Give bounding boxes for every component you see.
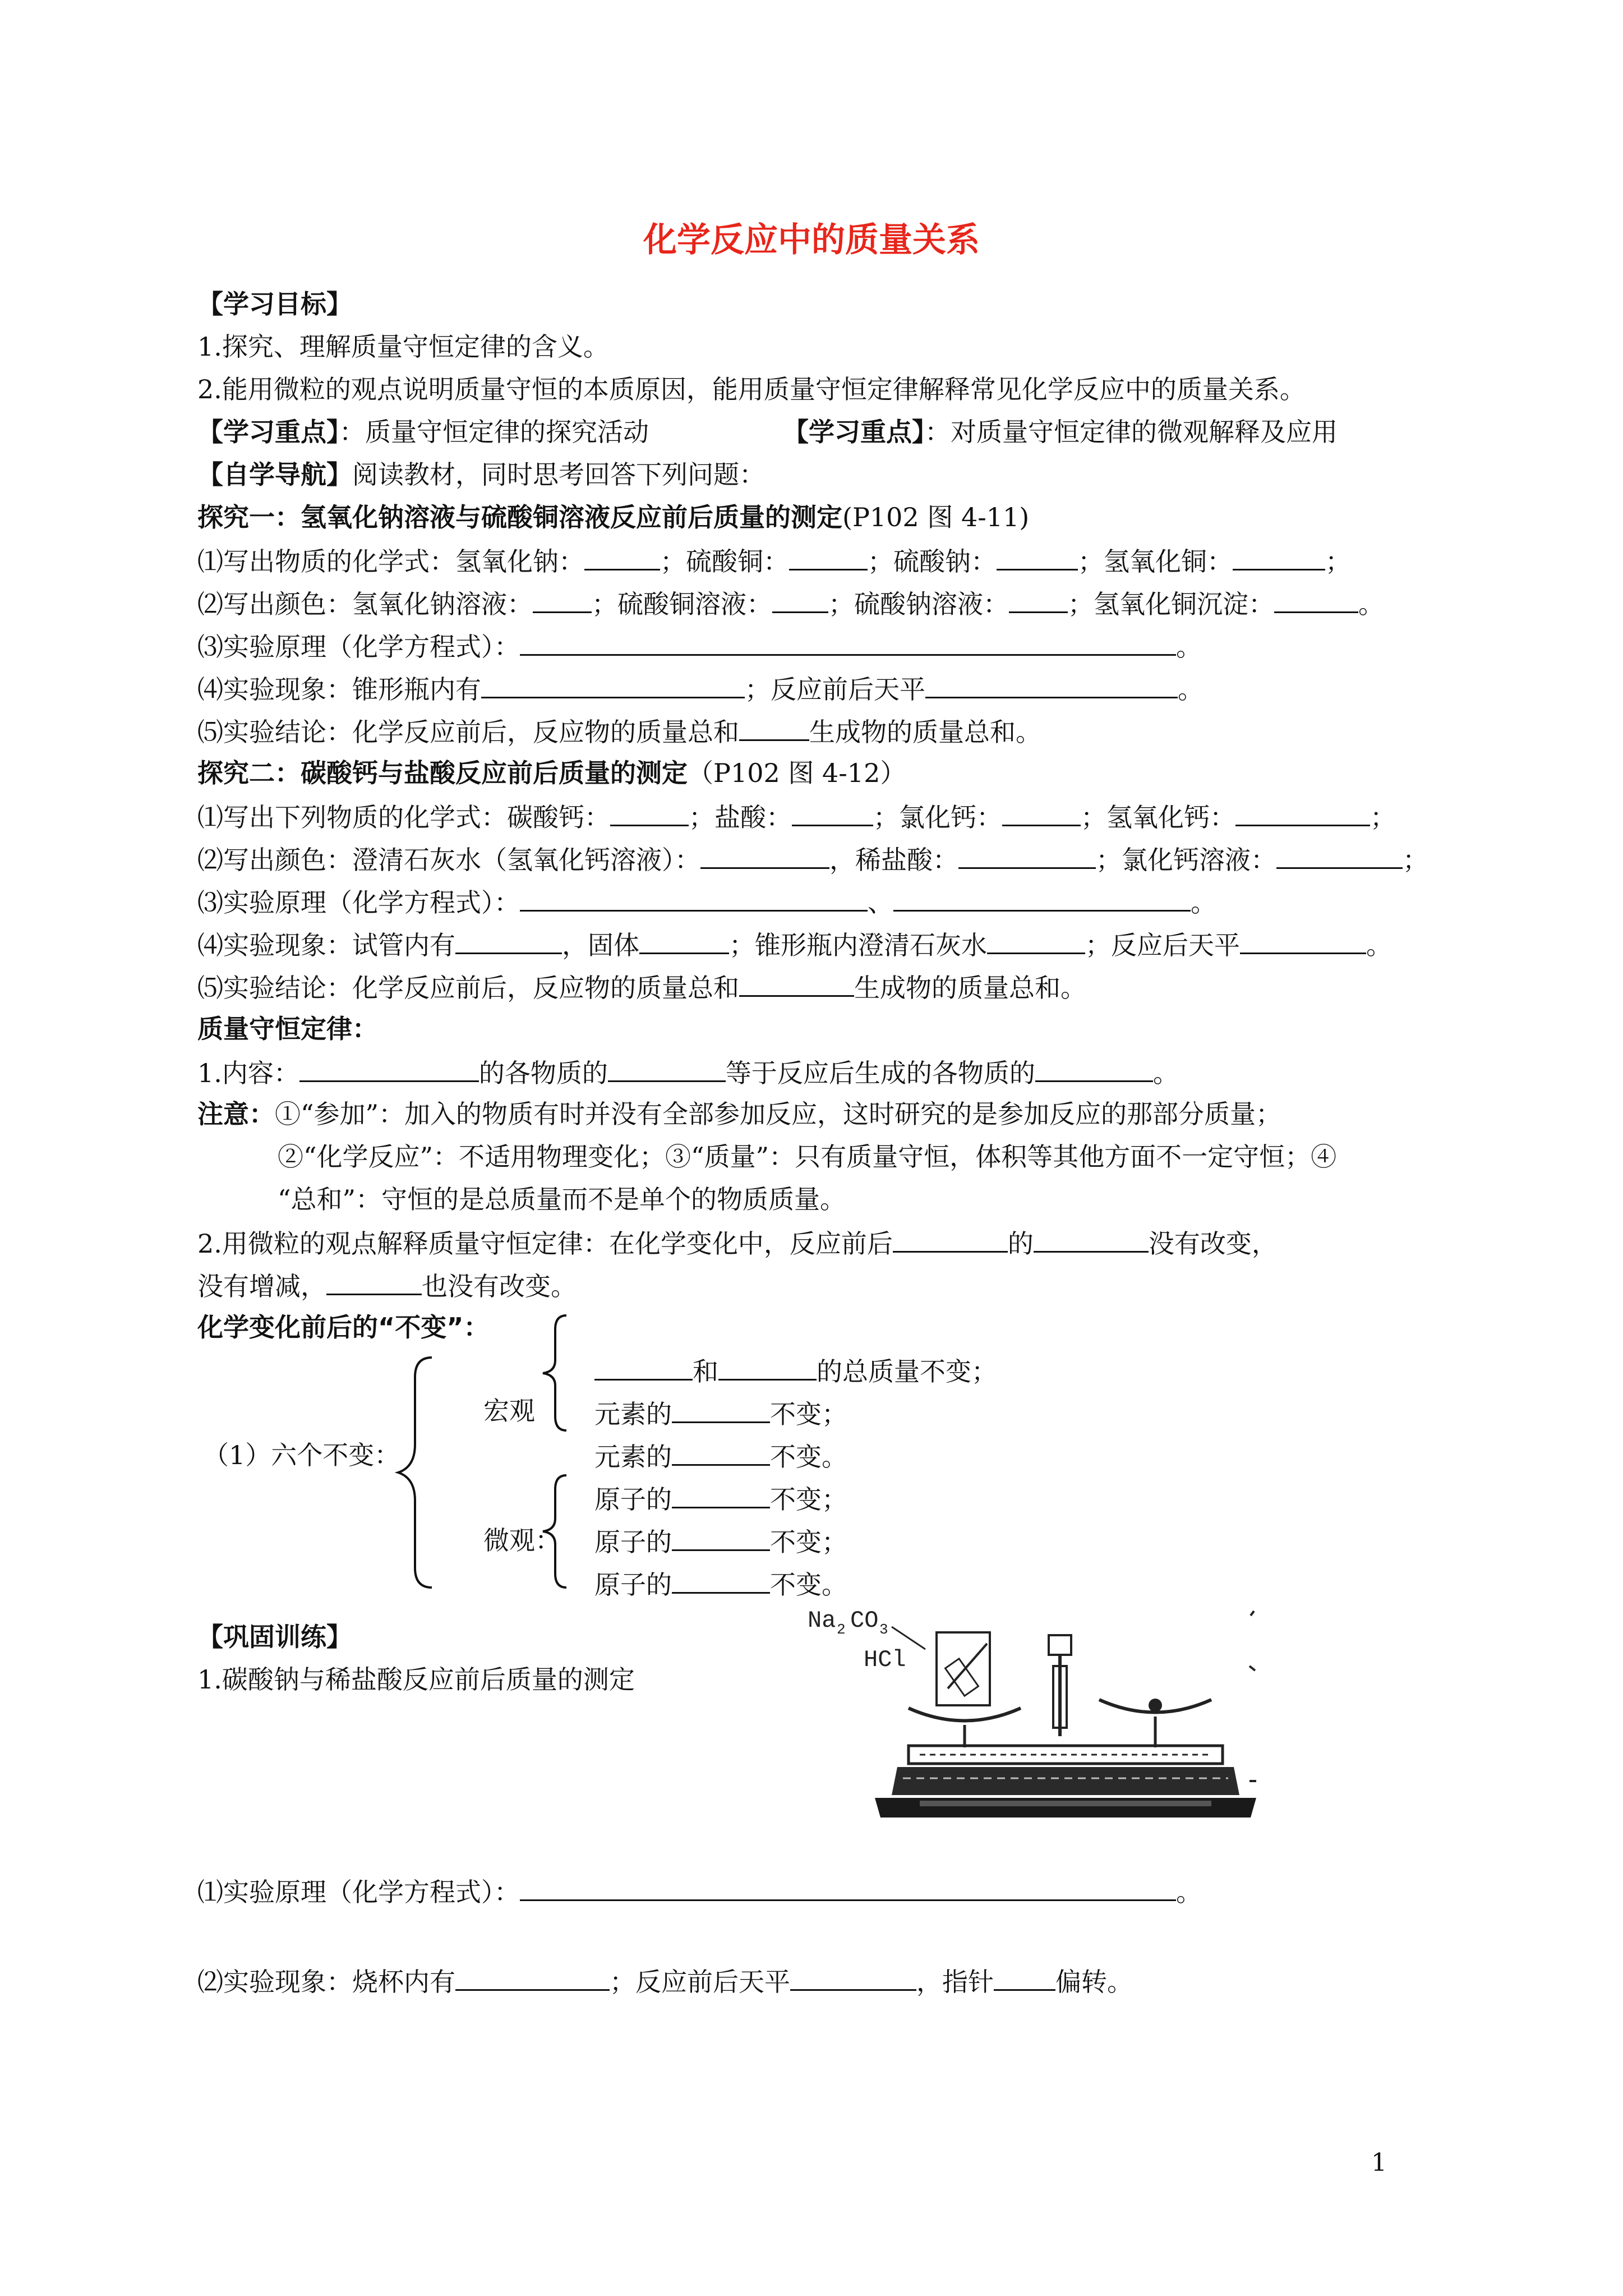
- note-label: 注意：: [197, 1099, 275, 1129]
- q-text: ⑵写出颜色：氢氧化钠溶液：: [197, 589, 533, 619]
- q-text: 没有增减，: [197, 1271, 326, 1301]
- q-text: 不变。: [770, 1570, 847, 1600]
- guide-text: 阅读教材，同时思考回答下列问题：: [352, 459, 765, 490]
- answer-blank[interactable]: [610, 799, 689, 826]
- answer-blank[interactable]: [639, 927, 729, 954]
- q-text: 原子的: [594, 1484, 672, 1515]
- q-text: ；反应前后天平: [610, 1967, 790, 1997]
- focus-label-1: 【学习重点】: [197, 417, 339, 447]
- answer-blank[interactable]: [997, 543, 1078, 570]
- answer-blank[interactable]: [1002, 799, 1081, 826]
- q-text: ；氯化钙溶液：: [1096, 845, 1276, 875]
- q-text: 1.内容：: [197, 1058, 299, 1088]
- answer-blank[interactable]: [1235, 799, 1370, 826]
- answer-blank[interactable]: [672, 1396, 770, 1423]
- q-text: ⑷实验现象：试管内有: [197, 930, 455, 960]
- focus-text-2: ：对质量守恒定律的微观解释及应用: [925, 417, 1338, 447]
- micro-item-2: [594, 1524, 847, 1559]
- note-text: ①“参加”：加入的物质有时并没有全部参加反应，这时研究的是参加反应的那部分质量；: [275, 1099, 1282, 1129]
- explore2-q3: [197, 884, 1216, 919]
- answer-blank[interactable]: [299, 1055, 479, 1082]
- explore2-heading-line: [197, 756, 906, 790]
- law-micro-1: [197, 1225, 1278, 1260]
- q-text: ⑷实验现象：锥形瓶内有: [197, 674, 481, 705]
- q-text: ⑶实验原理（化学方程式）：: [197, 632, 520, 662]
- answer-blank[interactable]: [326, 1268, 422, 1295]
- answer-blank[interactable]: [520, 1874, 1176, 1901]
- q-text: ；: [1403, 845, 1428, 875]
- macro-brace: [538, 1313, 572, 1433]
- explore1-heading-line: [197, 500, 1029, 534]
- macro-item-2: [594, 1396, 847, 1431]
- answer-blank[interactable]: [672, 1566, 770, 1594]
- q-text: ；硫酸钠溶液：: [828, 589, 1009, 619]
- q-text: 偏转。: [1055, 1967, 1133, 1997]
- q-text: 等于反应后生成的各物质的: [725, 1058, 1035, 1088]
- answer-blank[interactable]: [481, 671, 745, 698]
- fig-label-hcl: HCl: [864, 1646, 906, 1673]
- q-text: ；盐酸：: [689, 802, 792, 832]
- q-text: 元素的: [594, 1442, 672, 1472]
- answer-blank[interactable]: [893, 884, 1191, 912]
- explore2-q1: [197, 799, 1396, 834]
- answer-blank[interactable]: [608, 1055, 726, 1082]
- focus-line-2: [783, 415, 1338, 449]
- micro-brace: [538, 1473, 572, 1590]
- answer-blank[interactable]: [893, 1225, 1008, 1253]
- q-text: 不变；: [770, 1399, 847, 1429]
- q-text: 。: [1152, 1058, 1179, 1088]
- answer-blank[interactable]: [1009, 586, 1068, 613]
- macro-item-3: [594, 1438, 847, 1474]
- explore2-ref: （P102 图 4-12）: [688, 758, 906, 788]
- answer-blank[interactable]: [533, 586, 592, 613]
- q-text: 和: [693, 1356, 718, 1387]
- q-text: 不变；: [770, 1484, 847, 1515]
- q-text: 的各物质的: [478, 1058, 608, 1088]
- answer-blank[interactable]: [520, 884, 868, 912]
- focus-text-1: ：质量守恒定律的探究活动: [339, 417, 649, 447]
- page-title: 化学反应中的质量关系: [643, 220, 980, 260]
- q-text: 元素的: [594, 1399, 672, 1429]
- q-text: 。: [1191, 887, 1216, 918]
- q-text: 的: [1007, 1228, 1034, 1259]
- six-invariants-label: （1）六个不变：: [203, 1440, 400, 1470]
- answer-blank[interactable]: [672, 1481, 770, 1508]
- explore1-heading: 探究一：氢氧化钠溶液与硫酸铜溶液反应前后质量的测定: [197, 502, 842, 532]
- q-text: ；: [1325, 546, 1351, 577]
- law-micro-2: [197, 1268, 577, 1303]
- answer-blank[interactable]: [790, 1963, 916, 1991]
- q-text: ，指针: [916, 1967, 994, 1997]
- invariant-heading: 化学变化前后的“不变”：: [197, 1312, 490, 1342]
- answer-blank[interactable]: [594, 1353, 693, 1381]
- explore2-q5: [197, 969, 1086, 1005]
- law-heading: 质量守恒定律：: [197, 1014, 378, 1044]
- guide-label: 【自学导航】: [197, 459, 352, 490]
- answer-blank[interactable]: [1034, 1225, 1149, 1253]
- q-text: ⑵写出颜色：澄清石灰水（氢氧化钙溶液）：: [197, 845, 700, 875]
- q-text: ，稀盐酸：: [829, 845, 958, 875]
- law-note-3: “总和”：守恒的是总质量而不是单个的物质质量。: [278, 1184, 846, 1214]
- q-text: 2.用微粒的观点解释质量守恒定律：在化学变化中，反应前后: [197, 1228, 893, 1259]
- q-text: 。: [1358, 589, 1384, 619]
- law-note-2: ②“化学反应”：不适用物理变化；③“质量”：只有质量守恒，体积等其他方面不一定守恒；④: [278, 1142, 1337, 1172]
- q-text: ⑵实验现象：烧杯内有: [197, 1967, 455, 1997]
- fig-label-na: Na: [808, 1607, 836, 1634]
- answer-blank[interactable]: [1276, 841, 1403, 869]
- q-text: 不变。: [770, 1442, 847, 1472]
- answer-blank[interactable]: [1233, 543, 1325, 570]
- q-text: ⑶实验原理（化学方程式）：: [197, 887, 520, 918]
- explore1-q5: [197, 714, 1041, 749]
- explore2-q2: [197, 841, 1428, 877]
- q-text: ；: [1370, 802, 1396, 832]
- explore1-q2: [197, 586, 1384, 621]
- answer-blank[interactable]: [789, 543, 868, 570]
- law-note-1: [197, 1097, 1281, 1131]
- answer-blank[interactable]: [672, 1524, 770, 1551]
- answer-blank[interactable]: [584, 543, 660, 570]
- q-text: 也没有改变。: [422, 1271, 577, 1301]
- answer-blank[interactable]: [792, 799, 873, 826]
- q-text: ⑸实验结论：化学反应前后，反应物的质量总和: [197, 973, 739, 1003]
- macro-label: 宏观: [483, 1396, 535, 1426]
- q-text: ⑴写出下列物质的化学式：碳酸钙：: [197, 802, 610, 832]
- answer-blank[interactable]: [739, 969, 854, 997]
- answer-blank[interactable]: [672, 1438, 770, 1466]
- big-brace: [393, 1355, 437, 1590]
- q-text: 。: [1176, 632, 1202, 662]
- q-text: 原子的: [594, 1570, 672, 1600]
- practice-header: 【巩固训练】: [197, 1622, 352, 1652]
- objective-1: 1.探究、理解质量守恒定律的含义。: [197, 332, 609, 362]
- fig-sub-3: 3: [879, 1621, 888, 1638]
- guide-line: [197, 458, 765, 491]
- objective-2: 2.能用微粒的观点说明质量守恒的本质原因，能用质量守恒定律解释常见化学反应中的质量关系。: [197, 374, 1306, 404]
- micro-label: 微观：: [483, 1525, 561, 1556]
- micro-item-1: [594, 1481, 847, 1516]
- answer-blank[interactable]: [772, 586, 828, 613]
- focus-label-2: 【学习重点】: [783, 417, 925, 447]
- answer-blank[interactable]: [739, 714, 809, 741]
- q-text: ⑴实验原理（化学方程式）：: [197, 1877, 520, 1907]
- law-content: [197, 1055, 1179, 1090]
- q-text: ；硫酸钠：: [868, 546, 997, 577]
- q-text: ；氯化钙：: [873, 802, 1002, 832]
- scan-marks: [1245, 1604, 1262, 1795]
- answer-blank[interactable]: [987, 927, 1085, 954]
- q-text: 。: [1366, 930, 1392, 960]
- q-text: 。: [1178, 674, 1204, 705]
- answer-blank[interactable]: [1240, 927, 1366, 954]
- q-text: ；反应后天平: [1085, 930, 1240, 960]
- focus-line: [197, 415, 649, 449]
- macro-item-1: [594, 1353, 997, 1388]
- page-number: 1: [1371, 2148, 1387, 2177]
- answer-blank[interactable]: [455, 927, 562, 954]
- objectives-header: 【学习目标】: [197, 289, 352, 319]
- q-text: ；硫酸铜溶液：: [592, 589, 772, 619]
- q-text: ⑸实验结论：化学反应前后，反应物的质量总和: [197, 717, 739, 747]
- answer-blank[interactable]: [1274, 586, 1358, 613]
- q-text: 生成物的质量总和。: [854, 973, 1086, 1003]
- q-text: 没有改变，: [1148, 1228, 1278, 1259]
- q-text: ；反应前后天平: [745, 674, 925, 705]
- answer-blank[interactable]: [958, 841, 1096, 869]
- q-text: ⑴写出物质的化学式：氢氧化钠：: [197, 546, 584, 577]
- q-text: ，固体: [562, 930, 639, 960]
- answer-blank[interactable]: [455, 1963, 610, 1991]
- explore2-heading: 探究二：碳酸钙与盐酸反应前后质量的测定: [197, 758, 688, 788]
- q-text: 原子的: [594, 1527, 672, 1557]
- q-text: ；氢氧化铜：: [1078, 546, 1233, 577]
- answer-blank[interactable]: [925, 671, 1178, 698]
- explore1-q4: [197, 671, 1204, 706]
- q-text: ；氢氧化铜沉淀：: [1068, 589, 1274, 619]
- practice-q2: [197, 1963, 1133, 1999]
- answer-blank[interactable]: [718, 1353, 817, 1381]
- q-text: ；氢氧化钙：: [1081, 802, 1235, 832]
- q-text: 生成物的质量总和。: [809, 717, 1041, 747]
- answer-blank[interactable]: [700, 841, 829, 869]
- q-text: 、: [868, 887, 893, 918]
- q-text: 不变；: [770, 1527, 847, 1557]
- practice-q1: [197, 1874, 1202, 1909]
- answer-blank[interactable]: [994, 1963, 1055, 1991]
- explore1-q3: [197, 628, 1202, 664]
- q-text: 的总质量不变；: [817, 1356, 997, 1387]
- answer-blank[interactable]: [1035, 1055, 1153, 1082]
- practice-item-1: 1.碳酸钠与稀盐酸反应前后质量的测定: [197, 1664, 635, 1695]
- fig-sub-2: 2: [837, 1621, 846, 1638]
- answer-blank[interactable]: [520, 628, 1176, 656]
- balance-figure: [808, 1593, 1256, 1840]
- explore2-q4: [197, 927, 1392, 962]
- explore1-q1: [197, 543, 1351, 578]
- q-text: ；硫酸铜：: [660, 546, 789, 577]
- q-text: ；锥形瓶内澄清石灰水: [729, 930, 987, 960]
- explore1-ref: (P102 图 4-11): [842, 502, 1030, 532]
- q-text: 。: [1176, 1877, 1202, 1907]
- fig-label-co: CO: [850, 1607, 879, 1634]
